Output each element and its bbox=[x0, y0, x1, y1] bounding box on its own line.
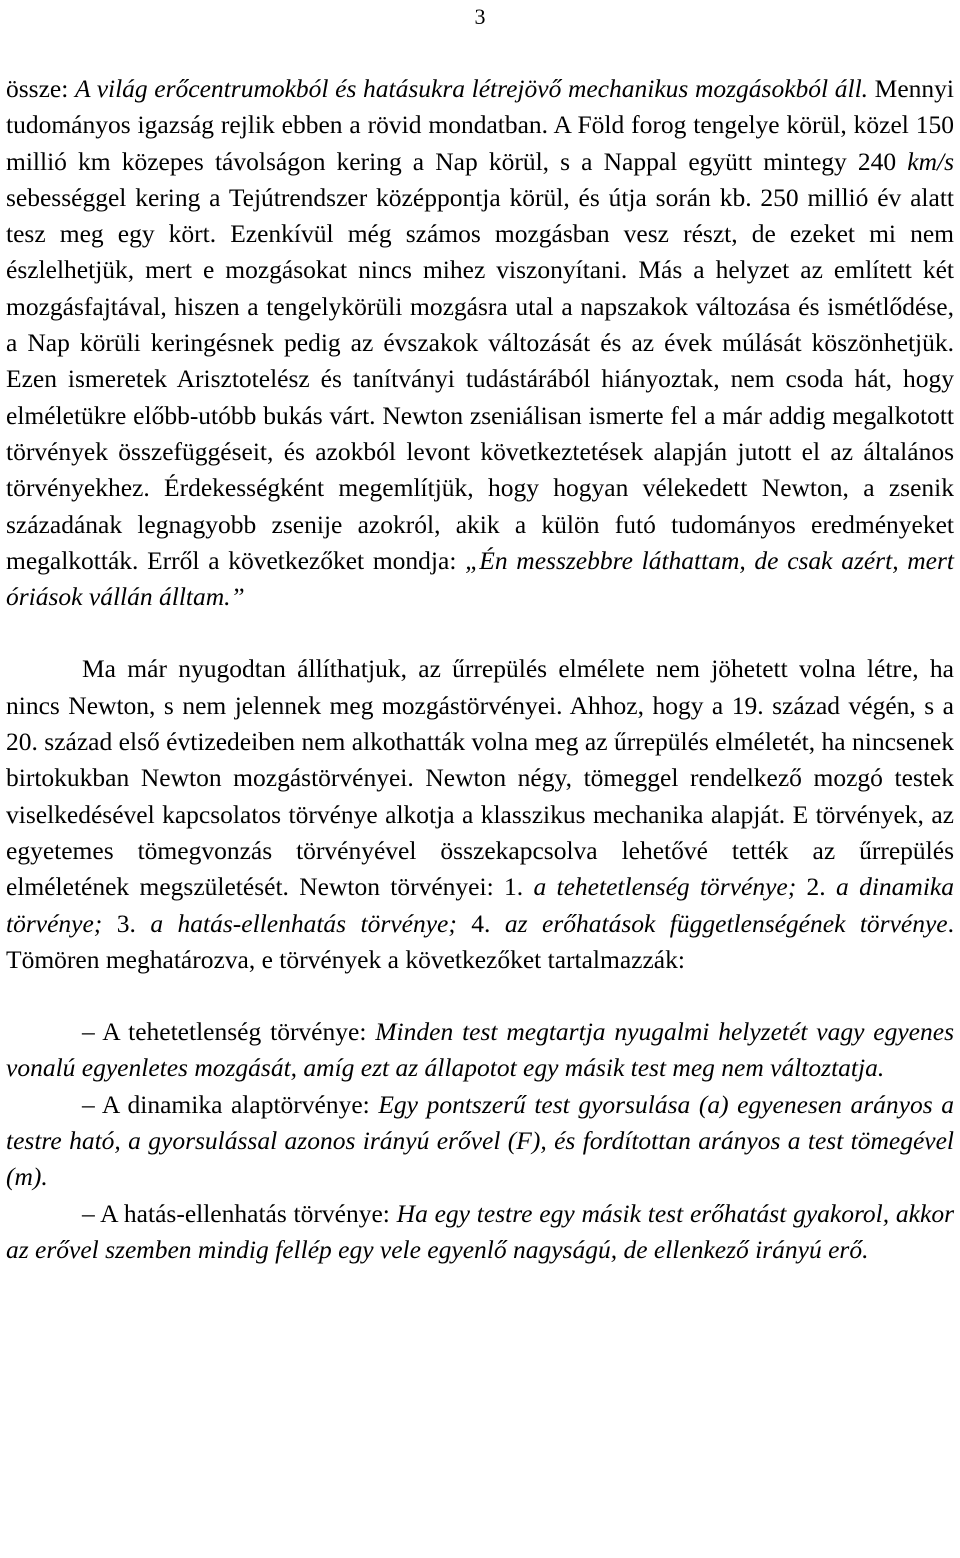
law-text: Minden test megtartja nyugalmi helyzetét vagy egyenes vonalú egyenletes mozgását, amíg ezt az állapotot egy másik test meg nem változtatja. bbox=[6, 1017, 954, 1083]
law-item-action-reaction bbox=[6, 1196, 954, 1269]
newton-quote: „Én messzebbre láthattam, de csak azért, mert óriások vállán álltam.” bbox=[6, 545, 955, 612]
paragraph-text: . Tömören meghatározva, e törvények a következőket tartalmazzák: bbox=[6, 908, 955, 974]
law-item-inertia bbox=[6, 1014, 954, 1087]
page-number: 3 bbox=[474, 4, 486, 29]
law-name-2: a dinamika törvénye; bbox=[6, 872, 954, 938]
paragraph-text: 4. bbox=[456, 908, 505, 938]
paragraph-text: össze: bbox=[6, 74, 75, 103]
law-text: Ha egy testre egy másik test erőhatást gyakorol, akkor az erővel szemben mindig fellép egy vele egyenlő nagyságú, de ellenkező irányú erő. bbox=[6, 1198, 954, 1264]
italic-quote-phrase: A világ erőcentrumokból és hatásukra létrejövő mechanikus mozgásokból áll. bbox=[74, 74, 869, 103]
italic-unit: km/s bbox=[907, 146, 954, 176]
paragraph-text: 3. bbox=[102, 908, 151, 938]
paragraph-newton-laws bbox=[6, 651, 954, 978]
document-body bbox=[6, 71, 954, 1268]
law-label: – A hatás-ellenhatás törvénye: bbox=[82, 1198, 397, 1228]
law-label: – A dinamika alaptörvénye: bbox=[82, 1089, 379, 1119]
law-item-dynamics bbox=[6, 1087, 954, 1196]
law-name-1: a tehetetlenség törvénye; bbox=[533, 872, 797, 902]
paragraph-intro bbox=[6, 71, 954, 615]
paragraph-text: Mennyi tudományos igazság rejlik ebben a rövid mondatban. A Föld forog tengelye körül, közel 150 millió km közepes távolságon kering a Nap körül, s a Nappal együtt mintegy 240 bbox=[6, 74, 954, 176]
paragraph-text: Ma már nyugodtan állíthatjuk, az űrrepülés elmélete nem jöhetett volna létre, ha nincs Newton, s nem jelennek meg mozgástörvényei. Ahhoz, hogy a 19. század végén, s a 20. század első évtizedeiben nem alkothatták volna meg az űrrepülés elméletét, ha nincsenek birtokukban Newton mozgástörvényei. Newton négy, tömeggel rendelkező mozgó testek viselkedésével kapcsolatos törvénye alkotja a klasszikus mechanika alapját. E törvények, az egyetemes tömegvonzás törvényével összekapcsolva lehetővé tették az űrrepülés elméletének megszületését. Newton törvényei: 1. bbox=[6, 654, 954, 902]
law-name-4: az erőhatások függetlenségének törvénye bbox=[504, 908, 948, 938]
paragraph-text: 2. bbox=[796, 872, 837, 902]
law-text: Egy pontszerű test gyorsulása (a) egyenesen arányos a testre ható, a gyorsulással azonos irányú erővel (F), és fordítottan arányos a test tömegével (m). bbox=[6, 1089, 954, 1192]
paragraph-text: sebességgel kering a Tejútrendszer középpontja körül, és útja során kb. 250 millió év alatt tesz meg egy kört. Ezenkívül még számos mozgásban vesz részt, de ezeket mi nem észlelhetjük, mert e mozgásokat nincs mihez viszonyítani. Más a helyzet az említett két mozgásfajtával, hiszen a tengelykörüli mozgásra utal a napszakok változása és ismétlődése, a Nap körüli keringésnek pedig az évszakok változását és az évek múlását köszönhetjük. Ezen ismeretek Arisztotelész és tanítványi tudástárából hiányoztak, nem csoda hát, hogy elméletükre előbb-utóbb bukás várt. Newton zseniálisan ismerte fel a már addig megalkotott törvények összefüggéseit, és azokból levont következtetések alapján jutott el az általános törvényekhez. Érdekességként megemlítjük, hogy hogyan vélekedett Newton, a zsenik századának legnagyobb zsenije azokról, akik a külön futó tudományos eredményeket megalkották. Erről a következőket mondja: bbox=[6, 182, 954, 575]
law-name-3: a hatás-ellenhatás törvénye; bbox=[150, 908, 457, 938]
law-label: – A tehetetlenség törvénye: bbox=[82, 1017, 376, 1047]
